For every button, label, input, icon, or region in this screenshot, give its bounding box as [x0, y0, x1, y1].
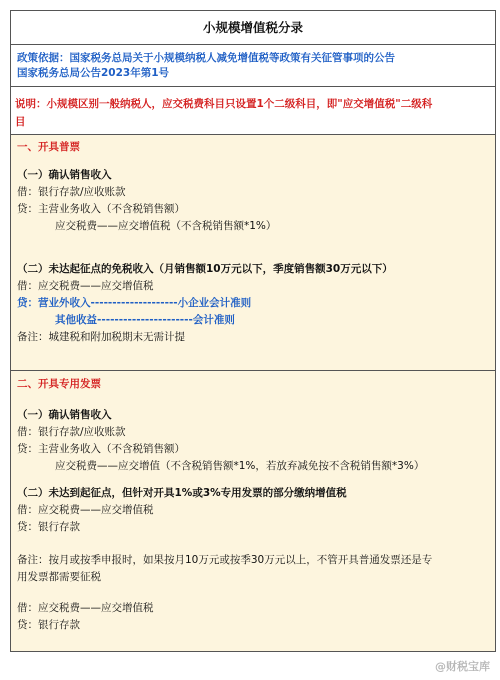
policy-basis-line-2: 国家税务总局公告2023年第1号 [17, 67, 170, 79]
section-ordinary-invoice [11, 135, 495, 371]
section2-sub2-heading: （二）未达到起征点，但针对开具1%或3%专用发票的部分缴纳增值税 [17, 487, 347, 499]
policy-basis [11, 45, 495, 87]
page-title: 小规模增值税分录 [11, 11, 495, 45]
section1-sub2-debit: 借：应交税费——应交增值税 [17, 280, 154, 292]
section2-credit-3: 贷：银行存款 [17, 619, 80, 631]
section2-remark-line-1: 备注：按月或按季申报时，如果按月10万元或按季30万元以上，不管开具普通发票还是专 [17, 554, 433, 566]
section1-sub1-credit-2: 应交税费——应交增值税（不含税销售额*1%） [55, 220, 277, 232]
section2-sub2-debit: 借：应交税费——应交增值税 [17, 504, 154, 516]
section1-heading: 一、开具普票 [17, 141, 80, 153]
section-special-invoice [11, 371, 495, 651]
section2-debit-2: 借：应交税费——应交增值税 [17, 602, 154, 614]
section1-sub1-credit: 贷：主营业务收入（不含税销售额） [17, 203, 185, 215]
section1-sub1-heading: （一）确认销售收入 [17, 169, 112, 181]
section1-sub2-heading: （二）未达起征点的免税收入（月销售额10万元以下，季度销售额30万元以下） [17, 263, 393, 275]
section2-sub1-debit: 借：银行存款/应收账款 [17, 426, 126, 438]
section1-sub2-credit-2: 其他收益----------------------会计准则 [55, 314, 235, 326]
section2-sub1-credit: 贷：主营业务收入（不含税销售额） [17, 443, 185, 455]
section1-remark: 备注：城建税和附加税期末无需计提 [17, 331, 185, 343]
section2-heading: 二、开具专用发票 [17, 378, 101, 390]
explanation-note [11, 87, 495, 135]
explanation-line-2: 目 [15, 116, 26, 128]
entry-sheet [10, 10, 496, 652]
watermark-text: @财税宝库 [435, 660, 490, 673]
explanation-line-1: 说明：小规模区别一般纳税人，应交税费科目只设置1个二级科目，即"应交增值税"二级科 [15, 98, 433, 110]
section1-sub1-debit: 借：银行存款/应收账款 [17, 186, 126, 198]
section2-sub2-credit: 贷：银行存款 [17, 521, 80, 533]
section2-remark-line-2: 用发票都需要征税 [17, 571, 101, 583]
section2-sub1-heading: （一）确认销售收入 [17, 409, 112, 421]
policy-basis-line-1: 政策依据：国家税务总局关于小规模纳税人减免增值税等政策有关征管事项的公告 [17, 52, 395, 64]
section2-sub1-credit-2: 应交税费——应交增值（不含税销售额*1%，若放弃减免按不含税销售额*3%） [55, 460, 425, 472]
section1-sub2-credit: 贷：营业外收入--------------------小企业会计准则 [17, 297, 252, 309]
